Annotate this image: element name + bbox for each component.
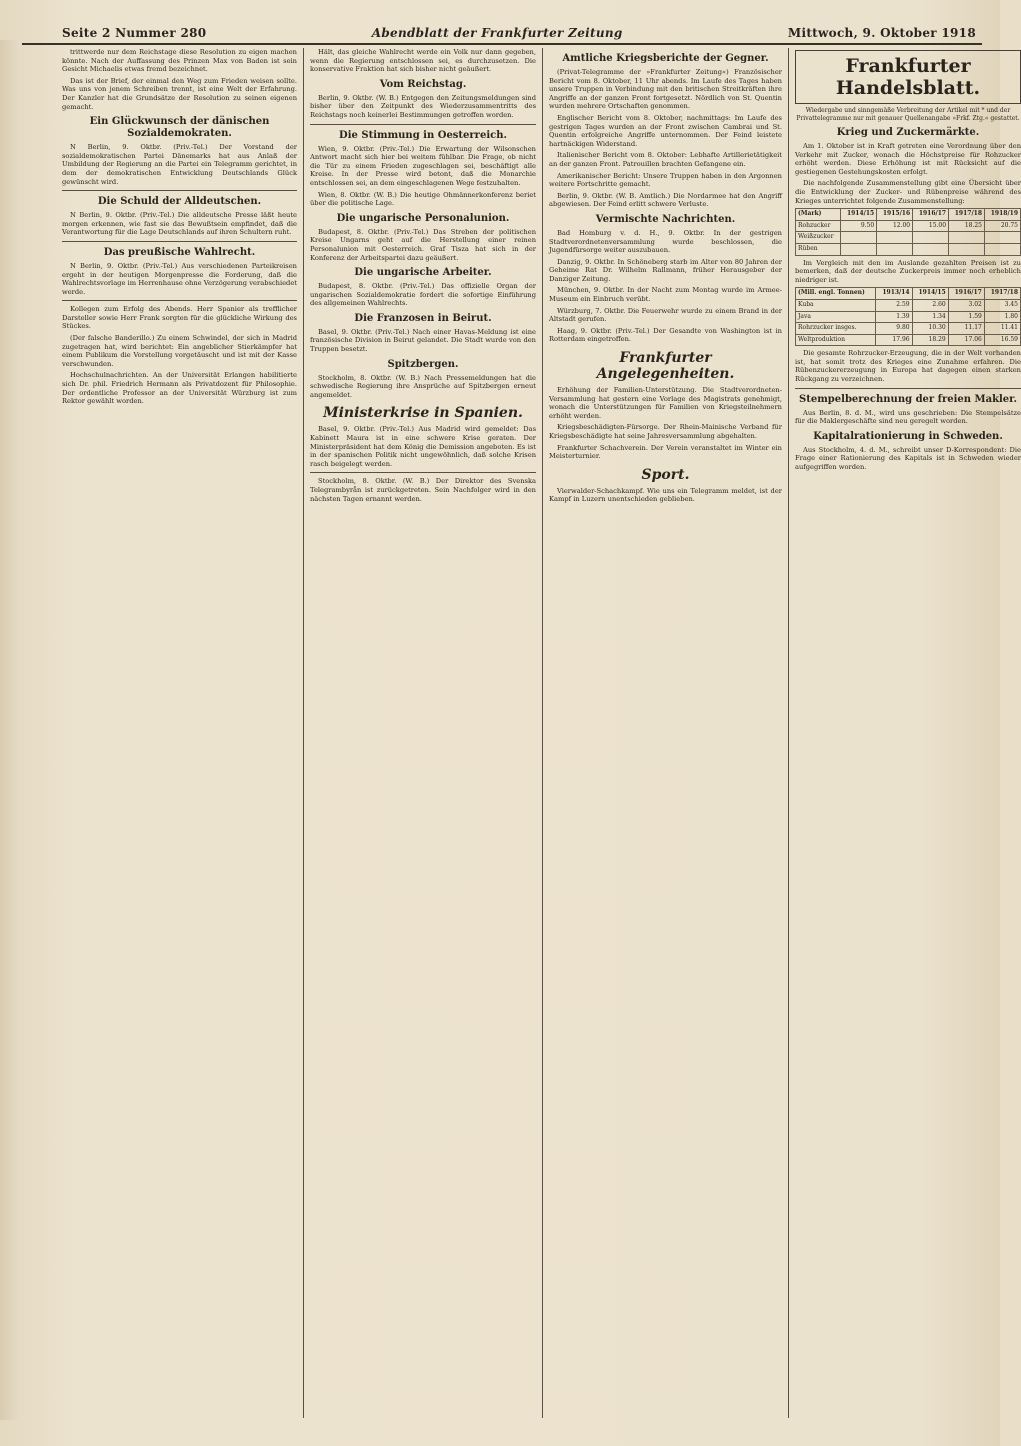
article-text: Aus Berlin, 8. d. M., wird uns geschrieben: Die Stempelsätze für die Maklergeschäfte sind neu geregelt worden. <box>795 408 1021 426</box>
feuilleton-text: Kollegen zum Erfolg des Abends. Herr Spanier als trefflicher Darsteller sowie Herr Frank sorgten für die glückliche Wirkung des Stückes. <box>62 305 297 331</box>
table-cell: Rohrzucker insges. <box>796 323 876 335</box>
production-table <box>795 287 1021 346</box>
table-header: 1918/19 <box>985 209 1021 221</box>
handelsblatt-masthead: Frankfurter Handelsblatt. <box>795 50 1021 104</box>
divider <box>62 241 297 242</box>
article-heading: Die ungarische Arbeiter. <box>354 267 492 279</box>
article-text: Frankfurter Schachverein. Der Verein veranstaltet im Winter ein Meisterturnier. <box>549 443 782 461</box>
article-text: Stockholm, 8. Oktbr. (W. B.) Nach Pressemeldungen hat die schwedische Regierung ihre Ansprüche auf Spitzbergen erneut angemeldet. <box>310 373 536 399</box>
article-text: N Berlin, 9. Oktbr. (Priv.-Tel.) Der Vorstand der sozialdemokratischen Partei Dänemarks hat aus Anlaß der Umbildung der Regierung an die Partei ein Telegramm gerichtet, in dem der demokratischen Entwicklung Deutschlands Glück gewünscht wird. <box>62 143 297 186</box>
article-text: Berlin, 9. Oktbr. (W. B. Amtlich.) Die Nordarmee hat den Angriff abgewiesen. Der Feind erlitt schwere Verluste. <box>549 191 782 209</box>
table-cell <box>841 232 877 244</box>
column-1 <box>62 48 297 1418</box>
section-heading: Frankfurter Angelegenheiten. <box>596 350 735 383</box>
article-text: Hält, das gleiche Wahlrecht werde ein Volk nur dann gegeben, wenn die Regierung entschlossen sei, es durchzusetzen. Die konservative Fraktion hat sich bisher nicht geäußert. <box>310 48 536 74</box>
table-cell <box>985 243 1021 255</box>
table-cell: 1.34 <box>912 311 948 323</box>
table-row <box>796 232 1021 244</box>
table-cell: 17.96 <box>876 334 912 346</box>
article-heading: Das preußische Wahlrecht. <box>103 246 256 258</box>
article-heading: Krieg und Zuckermärkte. <box>836 127 980 138</box>
table-cell: 1.39 <box>876 311 912 323</box>
table-header: (Mark) <box>796 209 841 221</box>
divider <box>310 472 536 473</box>
table-cell: 20.75 <box>985 220 1021 232</box>
table-header: 1916/17 <box>913 209 949 221</box>
price-table <box>795 208 1021 255</box>
article-text: Danzig, 9. Oktbr. In Schöneberg starb im Alter von 80 Jahren der Geheime Rat Dr. Wilhelm Rallmann, früher Herausgeber der Danziger Zeitung. <box>549 257 782 283</box>
article-text: Im Vergleich mit den im Auslande gezahlten Preisen ist zu bemerken, daß der deutsche Zuckerpreis immer noch erheblich niedriger ist. <box>795 258 1021 284</box>
table-header: 1916/17 <box>948 288 984 300</box>
divider <box>62 300 297 301</box>
article-text: Vierwalder-Schachkampf. Wie uns ein Telegramm meldet, ist der Kampf in Luzern unentschieden geblieben. <box>549 486 782 504</box>
article-heading: Die Schuld der Alldeutschen. <box>97 196 262 208</box>
divider <box>62 190 297 191</box>
table-cell <box>949 232 985 244</box>
article-text: (Privat-Telegramme der »Frankfurter Zeitung«) Französischer Bericht vom 8. Oktober, 11 Uhr abends. Im Laufe des Tages haben unsere Truppen in Verbindung mit den britischen Streitkräften ihre Angriffe an der ganzen Front fortgesetzt. Nördlich von St. Quentin wurden mehrere Ortschaften genommen. <box>549 68 782 111</box>
article-text: N Berlin, 9. Oktbr. (Priv.-Tel.) Die alldeutsche Presse läßt heute morgen erkennen, wie fast sie das Bewußtsein empfindet, daß die Verantwortung für die Lage Deutschlands auf ihren Schultern ruht. <box>62 211 297 237</box>
column-rule <box>788 48 789 1418</box>
table-cell: 1.59 <box>948 311 984 323</box>
article-text: Würzburg, 7. Oktbr. Die Feuerwehr wurde zu einem Brand in der Altstadt gerufen. <box>549 306 782 324</box>
article-text: Amerikanischer Bericht: Unsere Truppen haben in den Argonnen weitere Fortschritte gemacht. <box>549 171 782 189</box>
column-rule <box>542 48 543 1418</box>
table-cell: 10.30 <box>912 323 948 335</box>
table-cell <box>877 243 913 255</box>
article-heading: Die ungarische Personalunion. <box>336 212 510 224</box>
table-cell: 2.60 <box>912 299 948 311</box>
table-header: 1913/14 <box>876 288 912 300</box>
table-header: 1917/18 <box>984 288 1020 300</box>
table-cell: Rohzucker <box>796 220 841 232</box>
table-cell: 11.41 <box>984 323 1020 335</box>
table-cell: 3.02 <box>948 299 984 311</box>
table-cell: Rüben <box>796 243 841 255</box>
article-heading: Ein Glückwunsch der dänischen Sozialdemokraten. <box>89 116 270 140</box>
columns <box>22 48 1021 1418</box>
table-cell: 18.29 <box>912 334 948 346</box>
article-text: Wien, 8. Oktbr. (W. B.) Die heutige Ohmännerkonferenz beriet über die politische Lage. <box>310 190 536 208</box>
table-row <box>796 243 1021 255</box>
article-text: München, 9. Oktbr. In der Nacht zum Montag wurde im Armee-Museum ein Einbruch verübt. <box>549 286 782 304</box>
article-text: Englischer Bericht vom 8. Oktober, nachmittags: Im Laufe des gestrigen Tages wurden an der Front zwischen Cambrai und St. Quentin erfolgreiche Angriffe unternommen. Der Feind leistete hartnäckigen Widerstand. <box>549 113 782 148</box>
article-text: Basel, 9. Oktbr. (Priv.-Tel.) Aus Madrid wird gemeldet: Das Kabinett Maura ist in eine schwere Krise geraten. Der Ministerpräsident hat dem König die Demission angeboten. Es ist in der spanischen Politik nicht ungewöhnlich, daß solche Krisen rasch beigelegt werden. <box>310 425 536 468</box>
article-text: Budapest, 8. Oktbr. (Priv.-Tel.) Das offizielle Organ der ungarischen Sozialdemokratie fordert die sofortige Einführung des allgemeinen Wahlrechts. <box>310 282 536 308</box>
table-cell: 17.06 <box>948 334 984 346</box>
table-cell: Weißzucker <box>796 232 841 244</box>
column-4 <box>795 48 1021 1418</box>
article-text: Kriegsbeschädigten-Fürsorge. Der Rhein-Mainische Verband für Kriegsbeschädigte hat seine Jahresversammlung abgehalten. <box>549 423 782 440</box>
article-heading: Vermischte Nachrichten. <box>595 213 736 225</box>
table-cell <box>985 232 1021 244</box>
article-heading: Spitzbergen. <box>387 358 459 370</box>
article-text: Berlin, 9. Oktbr. (W. B.) Entgegen den Zeitungsmeldungen sind bisher über den Zeitpunkt des Wiederzusammentritts des Reichstags noch keinerlei Bestimmungen getroffen worden. <box>310 93 536 119</box>
article-heading: Stempelberechnung der freien Makler. <box>799 393 1017 405</box>
feuilleton-text: Hochschulnachrichten. An der Universität Erlangen habilitierte sich Dr. phil. Friedrich Hermann als Privatdozent für Philosophie. Der ordentliche Professor an der Universität Würzburg ist zum Rektor gewählt worden. <box>62 371 297 406</box>
table-cell: 11.17 <box>948 323 984 335</box>
article-heading: Vom Reichstag. <box>379 78 467 90</box>
article-text: Haag, 9. Oktbr. (Priv.-Tel.) Der Gesandte von Washington ist in Rotterdam eingetroffen. <box>549 326 782 344</box>
article-text: Italienischer Bericht vom 8. Oktober: Lebhafte Artillerietätigkeit an der ganzen Front. Patrouillen brachten Gefangene ein. <box>549 151 782 168</box>
table-cell: 9.50 <box>841 220 877 232</box>
page-header <box>22 8 982 45</box>
table-header: 1915/16 <box>877 209 913 221</box>
table-row <box>796 334 1021 346</box>
article-text: Die gesamte Rohrzucker-Erzeugung, die in der Welt vorhanden ist, hat somit trotz des Krieges eine Zunahme erfahren. Die Rübenzuckererzeugung in Europa hat dagegen einen starken Rückgang zu verzeichnen. <box>795 349 1021 384</box>
article-heading: Kapitalrationierung in Schweden. <box>813 430 1003 442</box>
section-heading: Sport. <box>641 466 690 483</box>
article-heading-large: Ministerkrise in Spanien. <box>323 405 523 422</box>
table-header-row <box>796 288 1021 300</box>
table-cell: 3.45 <box>984 299 1020 311</box>
article-text: Basel, 9. Oktbr. (Priv.-Tel.) Nach einer Havas-Meldung ist eine französische Division in Beirut gelandet. Die Stadt wurde von den Truppen besetzt. <box>310 327 536 354</box>
table-header: (Mill. engl. Tonnen) <box>796 288 876 300</box>
article-text: Erhöhung der Familien-Unterstützung. Die Stadtverordneten-Versammlung hat gestern eine Vorlage des Magistrats genehmigt, wonach die Unterstützungen für Familien von Kriegsteilnehmern erhöht werden. <box>549 386 782 420</box>
article-text: N Berlin, 9. Oktbr. (Priv.-Tel.) Aus verschiedenen Parteikreisen ergeht in der heutigen Morgenpresse die Forderung, daß die Wahlrechtsvorlage im Herrenhause ohne Verzögerung verabschiedet werde. <box>62 261 297 296</box>
table-row <box>796 311 1021 323</box>
divider <box>310 124 536 125</box>
table-row <box>796 220 1021 232</box>
feuilleton-text: (Der falsche Banderillo.) Zu einem Schwindel, der sich in Madrid zugetragen hat, wird berichtet: Ein angeblicher Stierkämpfer hat einem Publikum die Vorstellung vorgetäuscht und ist mit der Kasse verschwunden. <box>62 334 297 368</box>
table-cell: 1.80 <box>984 311 1020 323</box>
table-cell <box>913 243 949 255</box>
article-text: Stockholm, 8. Oktbr. (W. B.) Der Direktor des Svenska Telegrambyrån ist zurückgetreten. Sein Nachfolger wird in den nächsten Tagen ernannt werden. <box>310 477 536 503</box>
article-text: Budapest, 8. Oktbr. (Priv.-Tel.) Das Streben der politischen Kreise Ungarns geht auf die Herstellung einer reinen Personalunion mit Oesterreich. Graf Tisza hat sich in der Konferenz der Arbeitspartei dazu geäußert. <box>310 227 536 262</box>
table-cell: 9.80 <box>876 323 912 335</box>
table-header: 1917/18 <box>949 209 985 221</box>
table-row <box>796 323 1021 335</box>
table-cell: Java <box>796 311 876 323</box>
header-masthead: Abendblatt der Frankfurter Zeitung <box>371 26 623 40</box>
article-text: Die nachfolgende Zusammenstellung gibt eine Übersicht über die Entwicklung der Zucker- und Rübenpreise während des Krieges unterrichtet folgende Zusammenstellung: <box>795 179 1021 205</box>
column-3 <box>549 48 782 1418</box>
table-cell: 16.59 <box>984 334 1020 346</box>
table-header: 1914/15 <box>912 288 948 300</box>
article-text: Aus Stockholm, 4. d. M., schreibt unser D-Korrespondent: Die Frage einer Rationierung des Kapitals ist in Schweden wieder aufgegriffen worden. <box>795 445 1021 472</box>
page-margin <box>0 40 20 1420</box>
article-heading: Die Stimmung in Oesterreich. <box>339 129 507 141</box>
table-cell <box>877 232 913 244</box>
table-header-row <box>796 209 1021 221</box>
column-2 <box>310 48 536 1418</box>
header-date: Mittwoch, 9. Oktober 1918 <box>787 26 976 40</box>
divider <box>795 388 1021 389</box>
article-text: Bad Homburg v. d. H., 9. Oktbr. In der gestrigen Stadtverordnetenversammlung wurde beschlossen, die Jugendfürsorge weiter auszubauen. <box>549 228 782 255</box>
article-heading: Die Franzosen in Beirut. <box>354 312 492 324</box>
table-cell: 15.00 <box>913 220 949 232</box>
table-cell: 12.00 <box>877 220 913 232</box>
header-page-number: Seite 2 Nummer 280 <box>62 26 207 40</box>
table-cell: Kuba <box>796 299 876 311</box>
table-cell <box>913 232 949 244</box>
article-heading: Amtliche Kriegsberichte der Gegner. <box>562 53 769 64</box>
article-text: Wien, 9. Oktbr. (Priv.-Tel.) Die Erwartung der Wilsonschen Antwort macht sich hier bei weitem fühlbar. Die Frage, ob nicht die Tür zu einem Frieden zugeschlagen sei, beschäftigt alle Kreise. In der Presse wird betont, daß die Monarchie entschlossen sei, an dem eingeschlagenen Wege festzuhalten. <box>310 144 536 187</box>
table-row <box>796 299 1021 311</box>
article-text: trittwerde nur dem Reichstage diese Resolution zu eigen machen könnte. Nach der Auffassung des Prinzen Max von Baden ist sein Gesicht Michaelis etwas fremd bezeichnet. <box>62 48 297 74</box>
table-cell: 2.59 <box>876 299 912 311</box>
masthead-note: Wiedergabe und sinngemäße Verbreitung der Artikel mit * und der Privattelegramme nur mit genauer Quellenangabe »Frkf. Ztg.« gestattet. <box>796 107 1020 122</box>
table-cell <box>949 243 985 255</box>
article-text: Am 1. Oktober ist in Kraft getreten eine Verordnung über den Verkehr mit Zucker, wonach die Höchstpreise für Rohzucker erhöht werden. Diese Erhöhung ist mit Rücksicht auf die gestiegenen Gestehungskosten erfolgt. <box>795 142 1021 176</box>
column-rule <box>303 48 304 1418</box>
table-header: 1914/15 <box>841 209 877 221</box>
article-text: Das ist der Brief, der einmal den Weg zum Frieden weisen sollte. Was uns von jenem Schreiben trennt, ist eine Welt der Erfahrung. Der Kanzler hat die Grundsätze der Resolution zu seinen eigenen gemacht. <box>62 76 297 111</box>
table-cell: Weltproduktion <box>796 334 876 346</box>
table-cell <box>841 243 877 255</box>
table-cell: 18.25 <box>949 220 985 232</box>
